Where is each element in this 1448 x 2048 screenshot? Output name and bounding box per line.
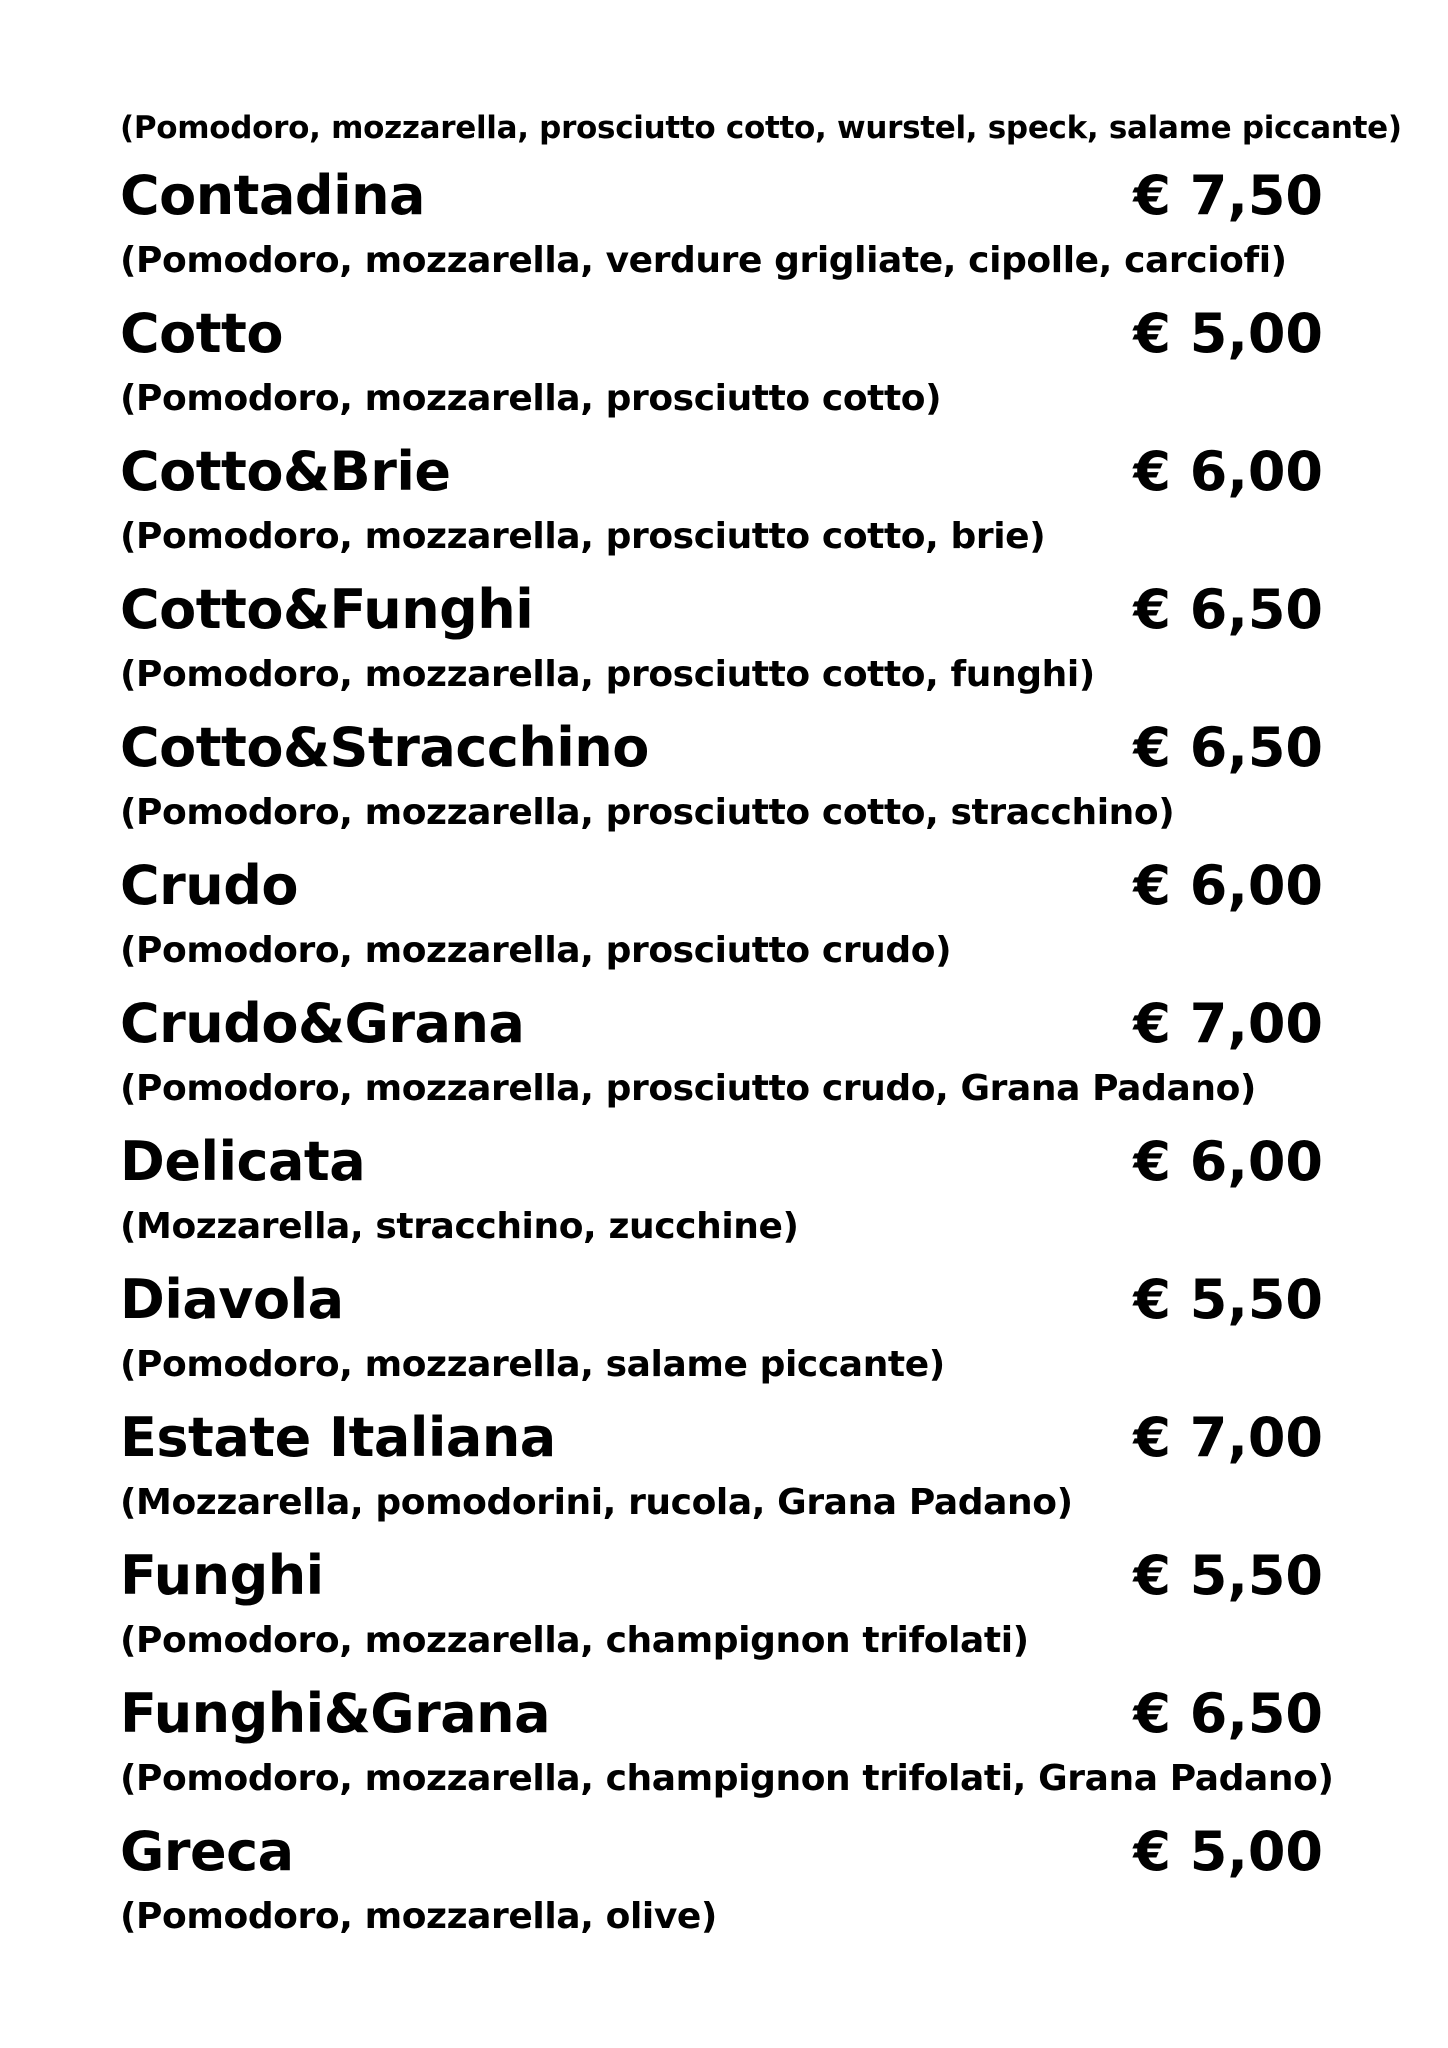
menu-item-name: Contadina	[120, 164, 425, 227]
menu-item-price: € 5,00	[1133, 302, 1323, 365]
menu-item-price: € 6,00	[1133, 440, 1323, 503]
menu-item	[120, 1119, 1325, 1257]
menu-item-description: (Pomodoro, mozzarella, salame piccante)	[120, 1344, 945, 1385]
menu-item	[120, 843, 1325, 981]
menu-page	[120, 108, 1402, 1947]
menu-item-price: € 5,50	[1133, 1544, 1323, 1607]
menu-item-name: Funghi	[120, 1544, 324, 1607]
menu-item-header	[120, 291, 1325, 377]
menu-item	[120, 1533, 1325, 1671]
menu-item-description: (Pomodoro, mozzarella, verdure grigliate, cipolle, carciofi)	[120, 240, 1287, 281]
menu-item-name: Cotto&Funghi	[120, 578, 534, 641]
menu-item	[120, 1809, 1325, 1947]
menu-item-description: (Pomodoro, mozzarella, champignon trifolati, Grana Padano)	[120, 1758, 1334, 1799]
menu-item-name: Cotto&Stracchino	[120, 716, 649, 779]
menu-item-description: (Pomodoro, mozzarella, olive)	[120, 1896, 717, 1937]
menu-item	[120, 567, 1325, 705]
menu-item-header	[120, 981, 1325, 1067]
menu-item-header	[120, 843, 1325, 929]
menu-item-price: € 5,50	[1133, 1268, 1323, 1331]
menu-item	[120, 1257, 1325, 1395]
menu-item-name: Funghi&Grana	[120, 1682, 551, 1745]
menu-item-price: € 7,50	[1133, 164, 1323, 227]
menu-item-description: (Pomodoro, mozzarella, prosciutto cotto, brie)	[120, 516, 1046, 557]
menu-item	[120, 291, 1325, 429]
menu-item-price: € 6,50	[1133, 1682, 1323, 1745]
menu-item-name: Estate Italiana	[120, 1406, 556, 1469]
menu-item-header	[120, 1119, 1325, 1205]
menu-item-name: Crudo&Grana	[120, 992, 525, 1055]
menu-item-header	[120, 1809, 1325, 1895]
menu-item-description: (Mozzarella, stracchino, zucchine)	[120, 1206, 799, 1247]
menu-item-name: Delicata	[120, 1130, 366, 1193]
menu-item-name: Greca	[120, 1820, 294, 1883]
menu-item-description: (Pomodoro, mozzarella, prosciutto crudo)	[120, 930, 952, 971]
menu-item-header	[120, 1257, 1325, 1343]
menu-item-description: (Pomodoro, mozzarella, champignon trifolati)	[120, 1620, 1029, 1661]
menu-item-header	[120, 1533, 1325, 1619]
menu-item-price: € 6,00	[1133, 1130, 1323, 1193]
menu-item-description: (Pomodoro, mozzarella, prosciutto cotto)	[120, 378, 942, 419]
menu-item-price: € 6,00	[1133, 854, 1323, 917]
menu-item-name: Cotto&Brie	[120, 440, 451, 503]
menu-item-description: (Pomodoro, mozzarella, prosciutto cotto, funghi)	[120, 654, 1095, 695]
menu-item-header	[120, 153, 1325, 239]
menu-item-price: € 7,00	[1133, 992, 1323, 1055]
menu-item-name: Crudo	[120, 854, 298, 917]
menu-item-description: (Pomodoro, mozzarella, prosciutto crudo, Grana Padano)	[120, 1068, 1256, 1109]
continued-description: (Pomodoro, mozzarella, prosciutto cotto, wurstel, speck, salame piccante)	[120, 110, 1402, 146]
menu-item-price: € 5,00	[1133, 1820, 1323, 1883]
menu-item	[120, 1395, 1325, 1533]
menu-item-header	[120, 429, 1325, 515]
menu-item-header	[120, 1395, 1325, 1481]
menu-item-name: Diavola	[120, 1268, 344, 1331]
menu-item	[120, 429, 1325, 567]
menu-item-header	[120, 1671, 1325, 1757]
menu-item	[120, 1671, 1334, 1809]
menu-item-description: (Pomodoro, mozzarella, prosciutto cotto, stracchino)	[120, 792, 1175, 833]
menu-item-price: € 6,50	[1133, 578, 1323, 641]
menu-item-header	[120, 567, 1325, 653]
menu-item-description: (Mozzarella, pomodorini, rucola, Grana Padano)	[120, 1482, 1073, 1523]
menu-item-price: € 6,50	[1133, 716, 1323, 779]
menu-item	[120, 153, 1325, 291]
menu-item-name: Cotto	[120, 302, 283, 365]
menu-item	[120, 981, 1325, 1119]
menu-item	[120, 705, 1325, 843]
menu-item-price: € 7,00	[1133, 1406, 1323, 1469]
menu-item-header	[120, 705, 1325, 791]
